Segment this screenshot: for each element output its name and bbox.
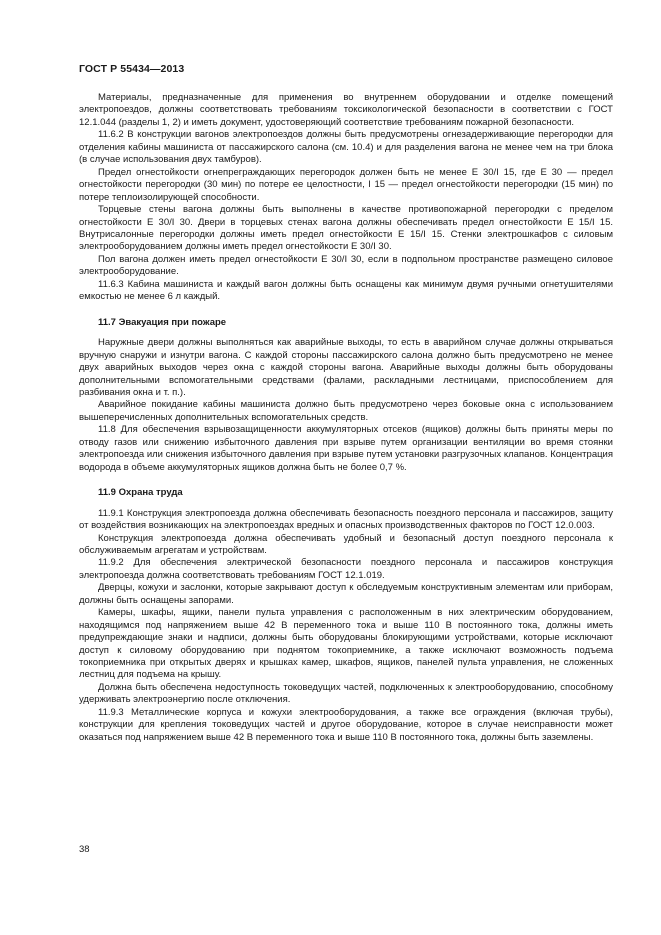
section-heading-11-7: 11.7 Эвакуация при пожаре <box>98 316 227 328</box>
section-heading-11-9: 11.9 Охрана труда <box>98 487 183 499</box>
page-number: 38 <box>79 844 90 855</box>
paragraph-11-6-3: 11.6.3 Кабина машиниста и каждый вагон должны быть оснащены как минимум двумя ручными огнетушителями емкостью не менее 6 л каждый. <box>79 278 613 303</box>
paragraph-inaccessibility: Должна быть обеспечена недоступность токоведущих частей, подключенных к электрооборудованию, способному удерживать электроэнергию после отключения. <box>79 681 613 706</box>
paragraph-cab-evacuation: Аварийное покидание кабины машиниста должно быть предусмотрено через боковые окна с использованием вышеперечисленных дополнительных вспомогательных средств. <box>79 399 613 423</box>
paragraph-11-9-3: 11.9.3 Металлические корпуса и кожухи электрооборудования, а также все ограждения (включая трубы), конструкции для крепления токоведущих частей и другое оборудование, которое в случае неисправности может оказаться под напряжением выше 42 В переменного тока и выше 110 В постоянного тока, должны быть заземлены. <box>79 706 613 743</box>
paragraph-cabinets: Камеры, шкафы, ящики, панели пульта управления с расположенным в них электрическим оборудованием, находящимся под напряжением выше 42 В переменного тока и выше 110 В постоянного тока, должны иметь предупреждающие знаки и надписи, должны быть оборудованы блокирующими устройствами, которые исключают доступ к силовому оборудованию при поднятом токоприемнике, а также исключают возможность подъема токоприемника при открытых дверях и крышках камер, шкафов, ящиков, панелей пульта управления, не сложенных лестниц для подъема на крышу. <box>79 607 613 681</box>
paragraph-end-walls: Торцевые стены вагона должны быть выполнены в качестве противопожарной перегородки с пределом огнестойкости Е 30/I 30. Двери в торцевых стенах вагона должны обеспечивать предел огнестойкости Е 15/I 15. Внутрисалонные перегородки должны иметь предел огнестойкости Е 15/I 15. Стенки электрошкафов с силовым электрооборудованием должны иметь предел огнестойкости Е 30/I 30. <box>79 204 613 253</box>
document-code: ГОСТ Р 55434—2013 <box>79 63 185 75</box>
paragraph-fire-resistance-limit: Предел огнестойкости огнепреграждающих перегородок должен быть не менее Е 30/I 15, где Е 30 — предел огнестойкости перегородки (30 мин) по потере ее целостности, I 15 — предел огнестойкости перегородки (15 мин) по потере теплоизолирующей способности. <box>79 166 613 203</box>
paragraph-11-9-1: 11.9.1 Конструкция электропоезда должна обеспечивать безопасность поездного персонала и пассажиров, защиту от воздействия возникающих на электропоездах вредных и опасных производственных факторов по ГОСТ 12.0.003. <box>79 507 613 532</box>
document-body <box>79 92 613 744</box>
paragraph-11-8: 11.8 Для обеспечения взрывозащищенности аккумуляторных отсеков (ящиков) должны быть приняты меры по отводу газов или снижению избыточного давления при взрыве путем организации вентиляции во время стоянки электропоезда или снижения избыточного давления при взрыве путем установки разгрузочных клапанов. Концентрация водорода в объеме аккумуляторных ящиков должна быть не более 0,7 %. <box>79 424 613 473</box>
paragraph-doors-covers: Дверцы, кожухи и заслонки, которые закрывают доступ к обследуемым конструктивным элементам или приборам, должны быть оснащены запорами. <box>79 582 613 606</box>
paragraph-materials: Материалы, предназначенные для применения во внутреннем оборудовании и отделке помещений электропоездов, должны соответствовать требованиям токсикологической безопасности в соответствии с ГОСТ 12.1.044 (разделы 1, 2) и иметь документ, удостоверяющий соответствие требованиям пожарной безопасности. <box>79 92 613 128</box>
paragraph-exterior-doors: Наружные двери должны выполняться как аварийные выходы, то есть в аварийном случае должны открываться вручную снаружи и изнутри вагона. С каждой стороны пассажирского салона должно быть предусмотрено не менее двух аварийных выходов через окна с каждой стороны вагона. Аварийные выходы должны быть оборудованы дополнительными вспомогательными средствами (фалами, раскладными лестницами, приспособлением для разбивания окна и т. п.). <box>79 337 613 398</box>
paragraph-access: Конструкция электропоезда должна обеспечивать удобный и безопасный доступ поездного персонала к обслуживаемым агрегатам и устройствам. <box>79 532 613 556</box>
paragraph-11-9-2: 11.9.2 Для обеспечения электрической безопасности поездного персонала и пассажиров конструкция электропоезда должна соответствовать требованиям ГОСТ 12.1.019. <box>79 557 613 581</box>
paragraph-11-6-2: 11.6.2 В конструкции вагонов электропоездов должны быть предусмотрены огнезадерживающие перегородки для отделения кабины машиниста от пассажирского салона (см. 10.4) и для разделения вагона не менее чем на три блока (в случае использования двух тамбуров). <box>79 129 613 166</box>
paragraph-floor: Пол вагона должен иметь предел огнестойкости Е 30/I 30, если в подпольном пространстве размещено силовое электрооборудование. <box>79 253 613 278</box>
